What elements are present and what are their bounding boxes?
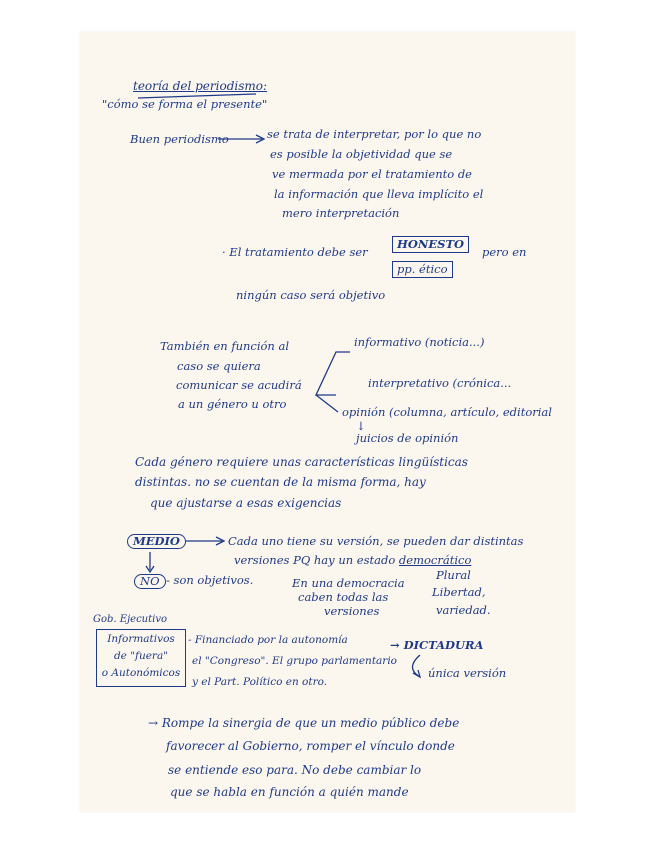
- gob-text-1: - Financiado por la autonomía: [188, 634, 348, 646]
- no-text: - son objetivos.: [166, 573, 254, 587]
- medio-line-2: [234, 554, 471, 567]
- medio-line-2a: versiones: [234, 553, 294, 567]
- final-line-4: que se habla en función a quién mande: [170, 785, 409, 799]
- cada-genero-1: Cada género requiere unas características lingüísticas: [135, 455, 468, 469]
- medio-oval: MEDIO: [127, 534, 186, 549]
- gob-text-2: el "Congreso". El grupo parlamentario: [192, 655, 398, 667]
- page-title: teoría del periodismo:: [133, 79, 268, 93]
- page-subtitle: "cómo se forma el presente": [102, 97, 268, 111]
- buen-line-1: se trata de interpretar, por lo que no: [267, 127, 482, 141]
- generos-intro-2: caso se quiera: [177, 359, 261, 373]
- genre-informativo: informativo (noticia...): [354, 335, 485, 349]
- gob-header: Gob. Ejecutivo: [93, 614, 168, 625]
- opinion-arrow: ↓: [356, 419, 366, 433]
- generos-intro-3: comunicar se acudirá: [176, 378, 302, 392]
- no-oval: NO: [134, 574, 166, 589]
- etico-box: pp. ético: [392, 261, 453, 278]
- buen-periodismo-label: Buen periodismo: [130, 132, 229, 146]
- buen-line-2: es posible la objetividad que se: [270, 147, 453, 161]
- cada-genero-3: que ajustarse a esas exigencias: [150, 496, 342, 510]
- final-line-2: favorecer al Gobierno, romper el vínculo donde: [166, 739, 455, 753]
- unica-version-text: única versión: [428, 666, 507, 680]
- final-line-1: → Rompe la sinergia de que un medio público debe: [148, 716, 460, 730]
- gob-text-3: y el Part. Político en otro.: [192, 676, 328, 688]
- demo-line-3: versiones: [324, 604, 380, 618]
- generos-intro-1: También en función al: [160, 339, 290, 353]
- buen-line-3: ve mermada por el tratamiento de: [272, 167, 472, 181]
- ningun-caso-text: ningún caso será objetivo: [236, 288, 386, 302]
- buen-line-4: la información que lleva implícito el: [274, 187, 484, 201]
- gob-box-line-3: o Autonómicos: [101, 667, 181, 679]
- dictadura-text: → DICTADURA: [390, 638, 484, 652]
- plural-line-3: variedad.: [436, 603, 491, 617]
- gob-box-line-2: de "fuera": [113, 650, 169, 662]
- demo-line-2: caben todas las: [298, 590, 389, 604]
- honesto-box: HONESTO: [392, 236, 469, 253]
- gob-box: [96, 629, 186, 687]
- genre-opinion: opinión (columna, artículo, editorial: [342, 405, 552, 419]
- plural-line-1: Plural: [436, 568, 471, 582]
- generos-intro-4: a un género u otro: [178, 397, 287, 411]
- cada-genero-2: distintas. no se cuentan de la misma forma, hay: [135, 475, 426, 489]
- genre-bracket: [316, 352, 350, 412]
- plural-line-2: Libertad,: [432, 585, 486, 599]
- final-line-3: se entiende eso para. No debe cambiar lo: [168, 763, 422, 777]
- pero-en-text: pero en: [482, 245, 527, 259]
- democratico-word: democrático: [398, 553, 472, 567]
- juicios-text: juicios de opinión: [356, 431, 459, 445]
- medio-line-2b: PQ hay un estado: [293, 553, 399, 567]
- medio-line-1: Cada uno tiene su versión, se pueden dar distintas: [228, 534, 524, 548]
- tratamiento-text: · El tratamiento debe ser: [222, 245, 368, 259]
- genre-interpretativo: interpretativo (crónica...: [368, 376, 512, 390]
- gob-box-line-1: Informativos: [107, 633, 175, 645]
- buen-line-5: mero interpretación: [282, 206, 400, 220]
- demo-line-1: En una democracia: [292, 576, 405, 590]
